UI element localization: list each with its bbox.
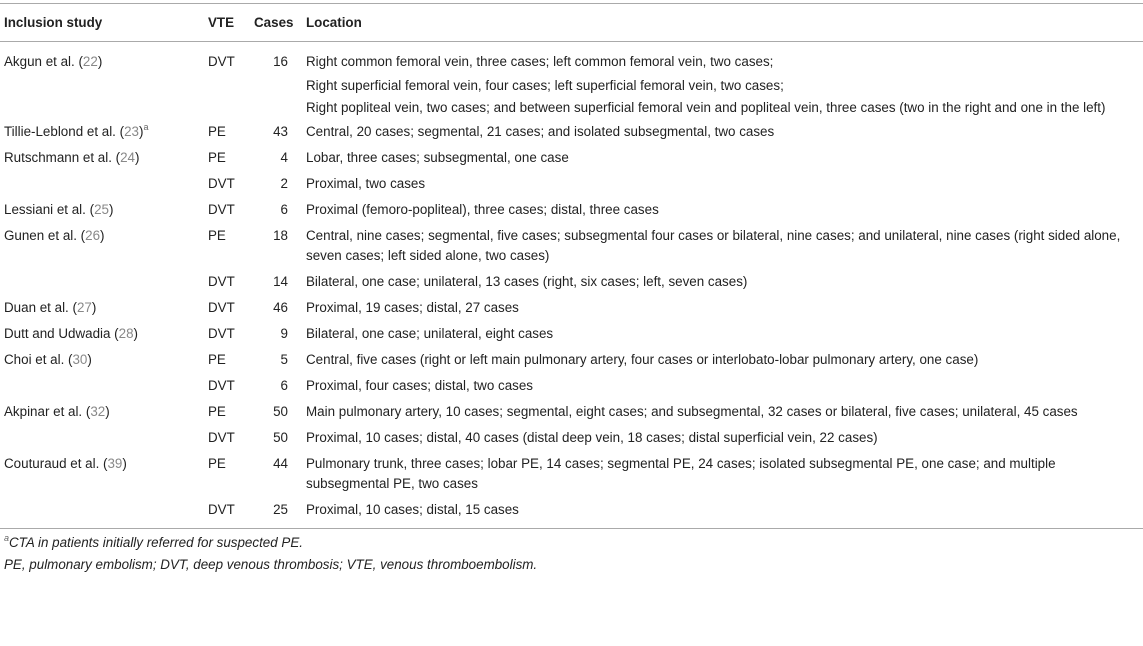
reference-link[interactable]: 26 [85, 228, 101, 243]
table-row [0, 451, 1143, 497]
location-cell: Bilateral, one case; unilateral, 13 cases (right, six cases; left, seven cases) [306, 274, 748, 289]
cases-cell [250, 97, 302, 119]
location-cell: Proximal, 10 cases; distal, 15 cases [302, 497, 1143, 529]
vte-cell [202, 97, 250, 119]
cases-cell: 2 [280, 176, 288, 191]
location-cell: Proximal, two cases [306, 176, 426, 191]
vte-cell: DVT [208, 202, 235, 217]
table-row [0, 269, 1143, 295]
study-cell: Gunen et al. (26) [4, 228, 105, 243]
reference-link[interactable]: 39 [107, 456, 123, 471]
vte-cell: DVT [208, 378, 235, 393]
reference-link[interactable]: 30 [72, 352, 88, 367]
table-row [0, 119, 1143, 145]
table-row [0, 399, 1143, 425]
table-row [0, 42, 1143, 76]
vte-cell: DVT [208, 430, 235, 445]
cases-cell: 50 [273, 430, 288, 445]
vte-cell: PE [208, 150, 226, 165]
footnote-a: $^a$CTA in patients initially referred for suspected PE. [4, 533, 303, 550]
study-cell: Rutschmann et al. (24) [4, 150, 140, 165]
table-row [0, 145, 1143, 171]
reference-link[interactable]: 25 [94, 202, 109, 217]
vte-cell: DVT [208, 176, 235, 191]
location-cell: Proximal, four cases; distal, two cases [306, 378, 533, 393]
study-cell: Couturaud et al. (39) [4, 456, 127, 471]
study-cell [0, 269, 202, 295]
study-cell: Duan et al. (27) [4, 300, 97, 315]
table-row [0, 347, 1143, 373]
location-cell: Pulmonary trunk, three cases; lobar PE, 14 cases; segmental PE, 24 cases; isolated subsegmental PE, one case; and multiple subsegmental PE, two cases [306, 456, 1056, 491]
location-cell: Right popliteal vein, two cases; and between superficial femoral vein and popliteal vein, three cases (two in the right and one in the left) [306, 100, 1106, 115]
cases-cell: 6 [280, 202, 288, 217]
cases-cell: 14 [273, 274, 288, 289]
reference-link[interactable]: 22 [82, 54, 98, 69]
study-cell [0, 97, 202, 119]
cases-cell: 5 [280, 352, 288, 367]
location-cell: Lobar, three cases; subsegmental, one case [306, 150, 569, 165]
vte-cell: DVT [208, 300, 235, 315]
footnote-abbreviations: PE, pulmonary embolism; DVT, deep venous thrombosis; VTE, venous thromboembolism. [4, 557, 538, 572]
header-location: Location [302, 4, 1143, 42]
table-row [0, 75, 1143, 97]
location-cell: Central, five cases (right or left main pulmonary artery, four cases or interlobato-lobar pulmonary artery, one case) [306, 352, 979, 367]
table-row [0, 425, 1143, 451]
vte-cell: DVT [208, 274, 235, 289]
study-cell: Lessiani et al. (25) [4, 202, 114, 217]
vte-cell: PE [208, 124, 226, 139]
cases-cell: 18 [273, 228, 288, 243]
vte-cell: PE [208, 352, 226, 367]
location-cell: Central, 20 cases; segmental, 21 cases; and isolated subsegmental, two cases [306, 124, 775, 139]
location-cell: Main pulmonary artery, 10 cases; segmental, eight cases; and subsegmental, 32 cases or bilateral, five cases; unilateral, 45 cases [306, 404, 1078, 419]
footnote-mark: a [143, 122, 149, 132]
cases-cell: 9 [280, 326, 288, 341]
location-cell: Proximal (femoro-popliteal), three cases; distal, three cases [306, 202, 659, 217]
table-row [0, 223, 1143, 269]
cases-cell: 46 [273, 300, 288, 315]
vte-cell: DVT [208, 326, 235, 341]
cases-cell: 4 [280, 150, 288, 165]
reference-link[interactable]: 32 [90, 404, 106, 419]
vte-cell: DVT [208, 54, 235, 69]
study-cell [0, 171, 202, 197]
table-row [0, 373, 1143, 399]
vte-cell: PE [208, 456, 226, 471]
cases-cell: 6 [280, 378, 288, 393]
vte-cell: PE [208, 228, 226, 243]
location-cell: Bilateral, one case; unilateral, eight cases [306, 326, 554, 341]
table-row [0, 171, 1143, 197]
study-cell [0, 373, 202, 399]
reference-link[interactable]: 23 [124, 124, 139, 139]
location-cell: Central, nine cases; segmental, five cases; subsegmental four cases or bilateral, nine cases; and unilateral, nine cases (right sided alone, seven cases; left sided alone, two cases) [306, 228, 1121, 263]
study-cell: Tillie-Leblond et al. $(23)^a$ [4, 122, 149, 139]
vte-cell: PE [208, 404, 226, 419]
cases-cell: 25 [250, 497, 302, 529]
cases-cell [250, 75, 302, 97]
header-study: Inclusion study [0, 4, 202, 42]
table-row [0, 497, 1143, 529]
study-cell [0, 497, 202, 529]
study-cell [0, 425, 202, 451]
header-vte: VTE [202, 4, 250, 42]
table-row [0, 295, 1143, 321]
study-cell: Akgun et al. (22) [4, 54, 103, 69]
table-row [0, 197, 1143, 223]
study-cell: Dutt and Udwadia (28) [4, 326, 138, 341]
location-cell: Proximal, 19 cases; distal, 27 cases [306, 300, 519, 315]
table-row [0, 97, 1143, 119]
footnotes [0, 529, 1143, 576]
cases-cell: 16 [273, 54, 288, 69]
cases-cell: 43 [273, 124, 288, 139]
reference-link[interactable]: 27 [76, 300, 92, 315]
cases-cell: 50 [273, 404, 288, 419]
header-row [0, 4, 1143, 42]
vte-cell: DVT [202, 497, 250, 529]
study-cell [0, 75, 202, 97]
vte-cell [202, 75, 250, 97]
study-cell: Akpinar et al. (32) [4, 404, 110, 419]
cases-cell: 44 [273, 456, 288, 471]
data-table [0, 3, 1143, 529]
reference-link[interactable]: 24 [120, 150, 136, 165]
table-row [0, 321, 1143, 347]
location-cell: Proximal, 10 cases; distal, 40 cases (distal deep vein, 18 cases; distal superficial vein, 22 cases) [306, 430, 878, 445]
header-cases: Cases [250, 4, 302, 42]
study-cell: Choi et al. (30) [4, 352, 92, 367]
location-cell: Right common femoral vein, three cases; left common femoral vein, two cases; [306, 54, 774, 69]
reference-link[interactable]: 28 [118, 326, 134, 341]
location-cell: Right superficial femoral vein, four cases; left superficial femoral vein, two cases; [306, 78, 784, 93]
